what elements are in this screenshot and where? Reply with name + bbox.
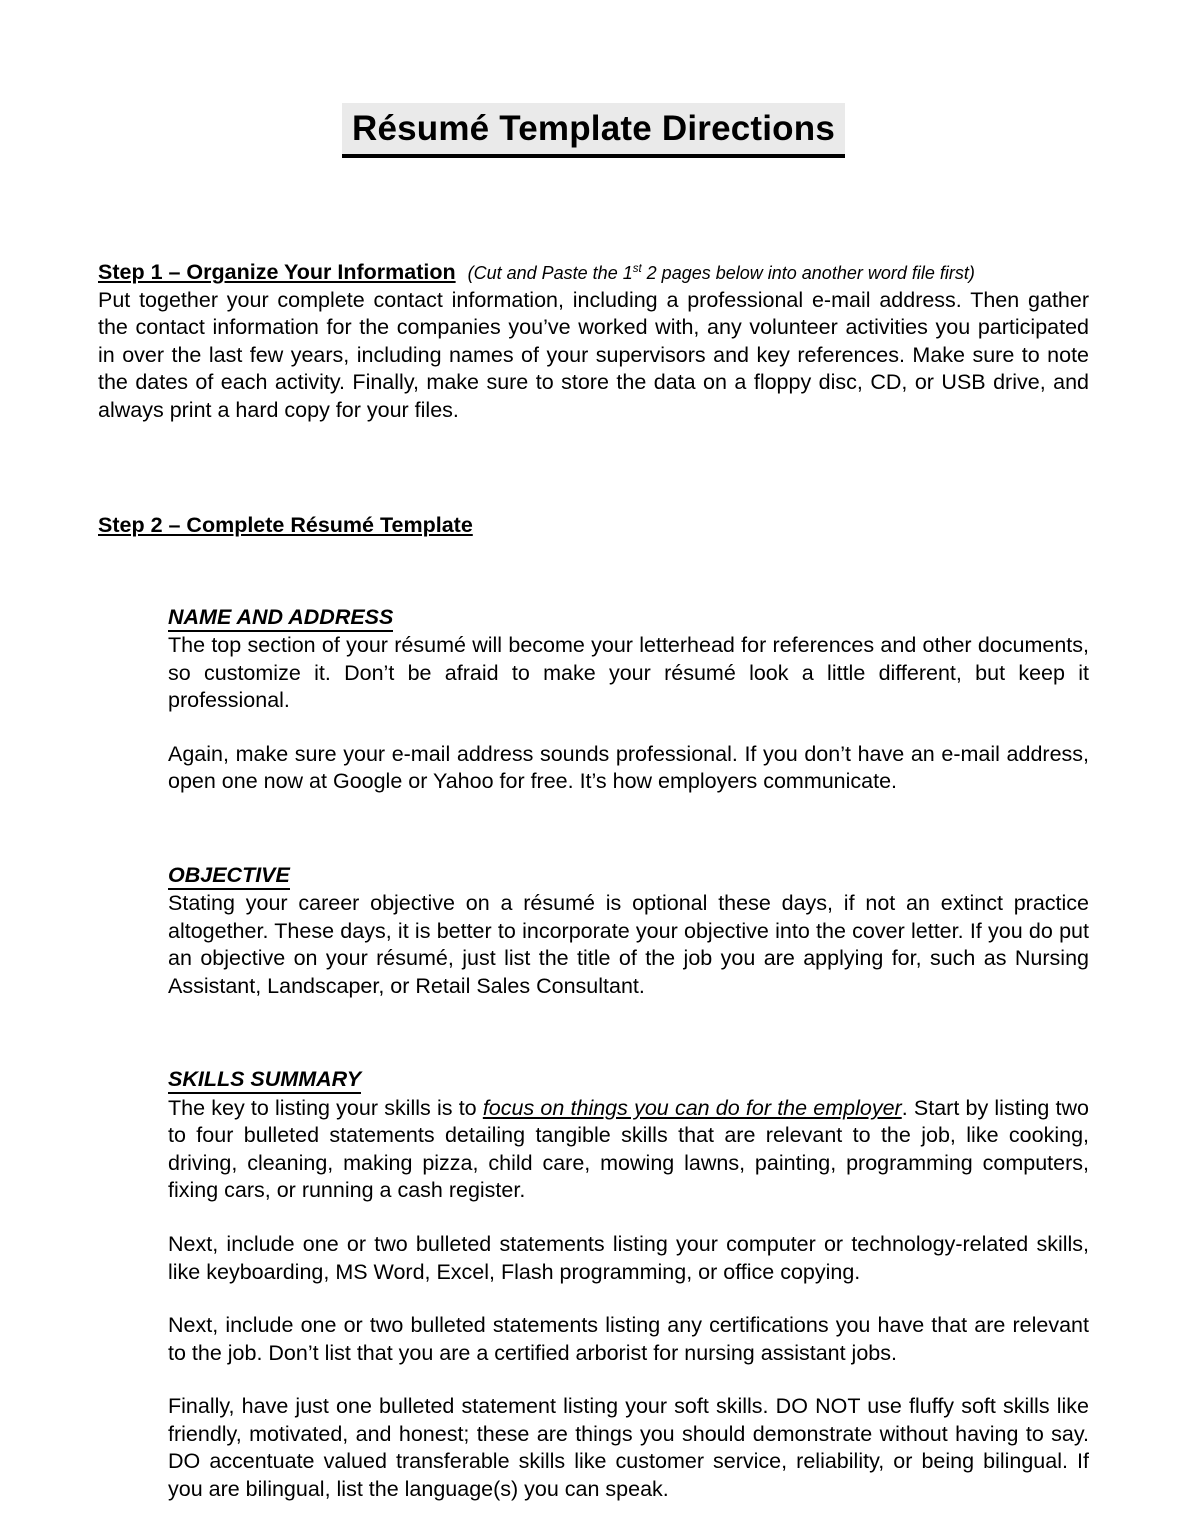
section-objective bbox=[168, 862, 1089, 1001]
step-1-note-before: (Cut and Paste the 1 bbox=[467, 263, 633, 284]
step-1-paragraph: Put together your complete contact information, including a professional e-mail address. Then gather the contact information for the companies you’ve worked with, any volunteer activities you participated in over the last few years, including names of your supervisors and key references. Make sure to note the dates of each activity. Finally, make sure to store the data on a floppy disc, CD, or USB drive, and always print a hard copy for your files. bbox=[98, 287, 1089, 422]
step-1-heading bbox=[98, 259, 1089, 287]
section-paragraph: The top section of your résumé will become your letterhead for references and other documents, so customize it. Don’t be afraid to make your résumé look a little different, but keep it professional. bbox=[168, 633, 1089, 713]
section-heading bbox=[168, 604, 1089, 632]
section-name-and-address bbox=[168, 604, 1089, 796]
section-heading bbox=[168, 1066, 1089, 1094]
skills-intro-emphasis: focus on things you can do for the employer bbox=[482, 1095, 902, 1120]
skills-intro-before: The key to listing your skills is to bbox=[168, 1095, 483, 1120]
section-paragraph: Again, make sure your e-mail address sounds professional. If you don’t have an e-mail address, open one now at Google or Yahoo for free. It’s how employers communicate. bbox=[168, 741, 1089, 794]
skills-summary-intro-paragraph bbox=[168, 1095, 1089, 1205]
section-heading-text: NAME AND ADDRESS bbox=[168, 605, 393, 632]
document-body bbox=[98, 259, 1089, 1503]
section-heading-text: SKILLS SUMMARY bbox=[168, 1067, 361, 1094]
step-2-heading bbox=[98, 512, 1089, 540]
section-skills-summary bbox=[168, 1066, 1089, 1503]
step-1-note bbox=[468, 263, 975, 283]
skills-intro-after: . Start by listing two to four bulleted statements detailing tangible skills that are relevant to the job, like cooking, driving, cleaning, making pizza, child care, mowing lawns, painting, programming computers, fixing cars, or running a cash register. bbox=[168, 1095, 1090, 1203]
section-heading-text: OBJECTIVE bbox=[168, 863, 290, 890]
step-1-label: Step 1 – Organize Your Information bbox=[98, 260, 456, 285]
section-paragraph: Next, include one or two bulleted statements listing any certifications you have that are relevant to the job. Don’t list that you are a certified arborist for nursing assistant jobs. bbox=[168, 1313, 1089, 1365]
section-heading bbox=[168, 862, 1089, 890]
page-title: Résumé Template Directions bbox=[342, 103, 845, 157]
sections-container bbox=[168, 604, 1089, 1503]
section-paragraph: Finally, have just one bulleted statement listing your soft skills. DO NOT use fluffy soft skills like friendly, motivated, and honest; these are things you should demonstrate without having to say. DO accentuate valued transferable skills like customer service, reliability, or being bilingual. If you are bilingual, list the language(s) you can speak. bbox=[168, 1394, 1089, 1501]
step-2-label: Step 2 – Complete Résumé Template bbox=[98, 513, 473, 538]
step-1-note-superscript: st bbox=[632, 263, 642, 276]
title-container bbox=[0, 0, 1187, 181]
section-paragraph: Next, include one or two bulleted statements listing your computer or technology-related skills, like keyboarding, MS Word, Excel, Flash programming, or office copying. bbox=[168, 1231, 1089, 1284]
section-paragraph: Stating your career objective on a résumé is optional these days, if not an extinct practice altogether. These days, it is better to incorporate your objective into the cover letter. If you do put an objective on your résumé, just list the title of the job you are applying for, such as Nursing Assistant, Landscaper, or Retail Sales Consultant. bbox=[168, 891, 1089, 998]
step-1-note-after: 2 pages below into another word file first) bbox=[641, 263, 975, 284]
